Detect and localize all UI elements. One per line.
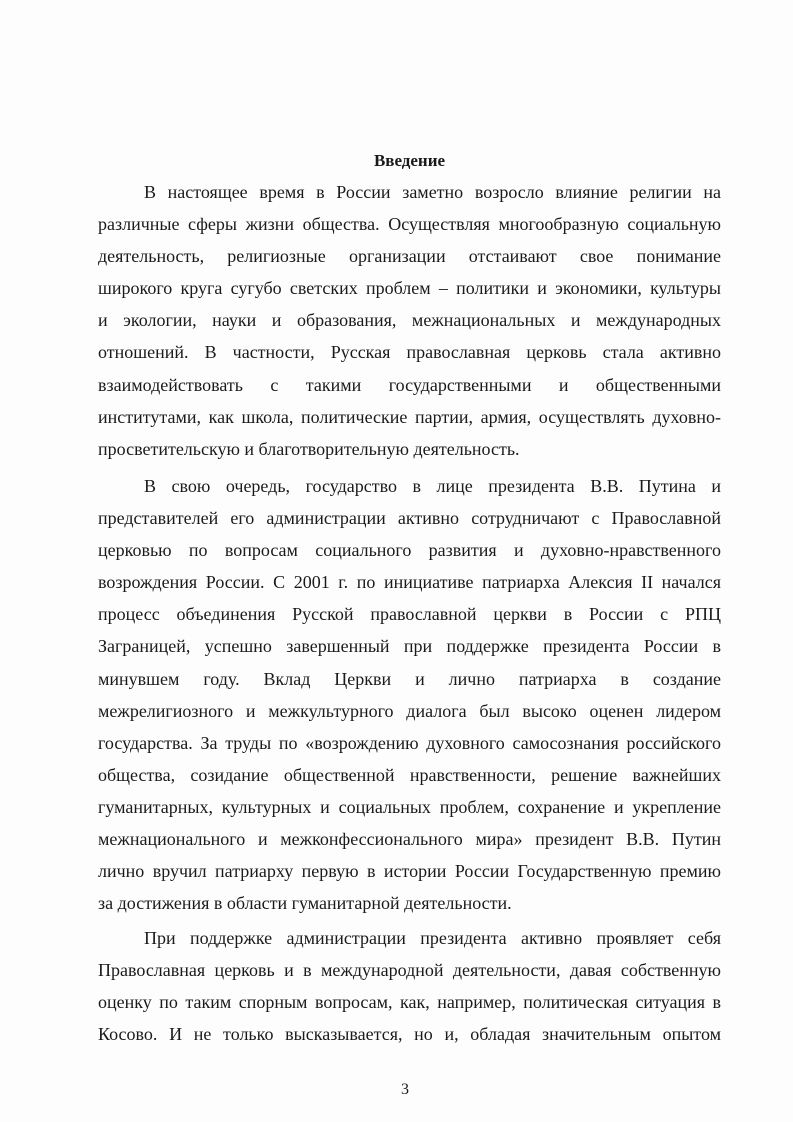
paragraph-line: Заграницей, успешно завершенный при поддержке президента России в — [98, 636, 721, 657]
paragraph-line: возрождения России. С 2001 г. по инициативе патриарха Алексия II начался — [98, 572, 721, 593]
paragraph-line: широкого круга сугубо светских проблем – политики и экономики, культуры — [98, 278, 721, 299]
paragraph-line: представителей его администрации активно сотрудничают с Православной — [98, 508, 721, 529]
paragraph-line: институтами, как школа, политические партии, армия, осуществлять духовно- — [98, 406, 721, 427]
paragraph-1 — [98, 176, 721, 465]
paragraph-line: деятельность, религиозные организации отстаивают свое понимание — [98, 246, 721, 267]
paragraph-3 — [98, 922, 721, 1050]
paragraph-line: церковью по вопросам социального развития и духовно-нравственного — [98, 540, 721, 561]
paragraph-line: различные сферы жизни общества. Осуществляя многообразную социальную — [98, 214, 721, 235]
paragraph-line: отношений. В частности, Русская православная церковь стала активно — [98, 342, 721, 363]
paragraph-line: просветительскую и благотворительную деятельность. — [98, 438, 520, 459]
paragraph-line: общества, созидание общественной нравственности, решение важнейших — [98, 764, 721, 785]
paragraph-line: межрелигиозного и межкультурного диалога был высоко оценен лидером — [98, 700, 721, 721]
paragraph-line: В свою очередь, государство в лице президента В.В. Путина и — [144, 476, 721, 496]
paragraph-line: за достижения в области гуманитарной деятельности. — [98, 893, 512, 914]
paragraph-line: государства. За труды по «возрождению духовного самосознания российского — [98, 732, 721, 753]
paragraph-line: Православная церковь и в международной деятельности, давая собственную — [98, 960, 721, 981]
paragraph-line: межнационального и межконфессионального мира» президент В.В. Путин — [98, 829, 721, 850]
paragraph-line: При поддержке администрации президента активно проявляет себя — [144, 928, 721, 948]
paragraph-2 — [98, 470, 721, 919]
page-number: 3 — [401, 1081, 409, 1098]
paragraph-line: и экологии, науки и образования, межнациональных и международных — [98, 310, 721, 331]
paragraph-line: минувшем году. Вклад Церкви и лично патриарха в создание — [98, 668, 721, 689]
paragraph-line: процесс объединения Русской православной церкви в России с РПЦ — [98, 604, 721, 625]
paragraph-line: Косово. И не только высказывается, но и, обладая значительным опытом — [98, 1024, 721, 1045]
paragraph-line: В настоящее время в России заметно возросло влияние религии на — [144, 182, 721, 202]
paragraph-line: оценку по таким спорным вопросам, как, например, политическая ситуация в — [98, 992, 721, 1013]
paragraph-line: лично вручил патриарху первую в истории России Государственную премию — [98, 861, 721, 882]
paragraph-line: гуманитарных, культурных и социальных проблем, сохранение и укрепление — [98, 796, 721, 817]
paragraph-line: взаимодействовать с такими государственными и общественными — [98, 374, 721, 395]
section-heading: Введение — [373, 151, 446, 170]
